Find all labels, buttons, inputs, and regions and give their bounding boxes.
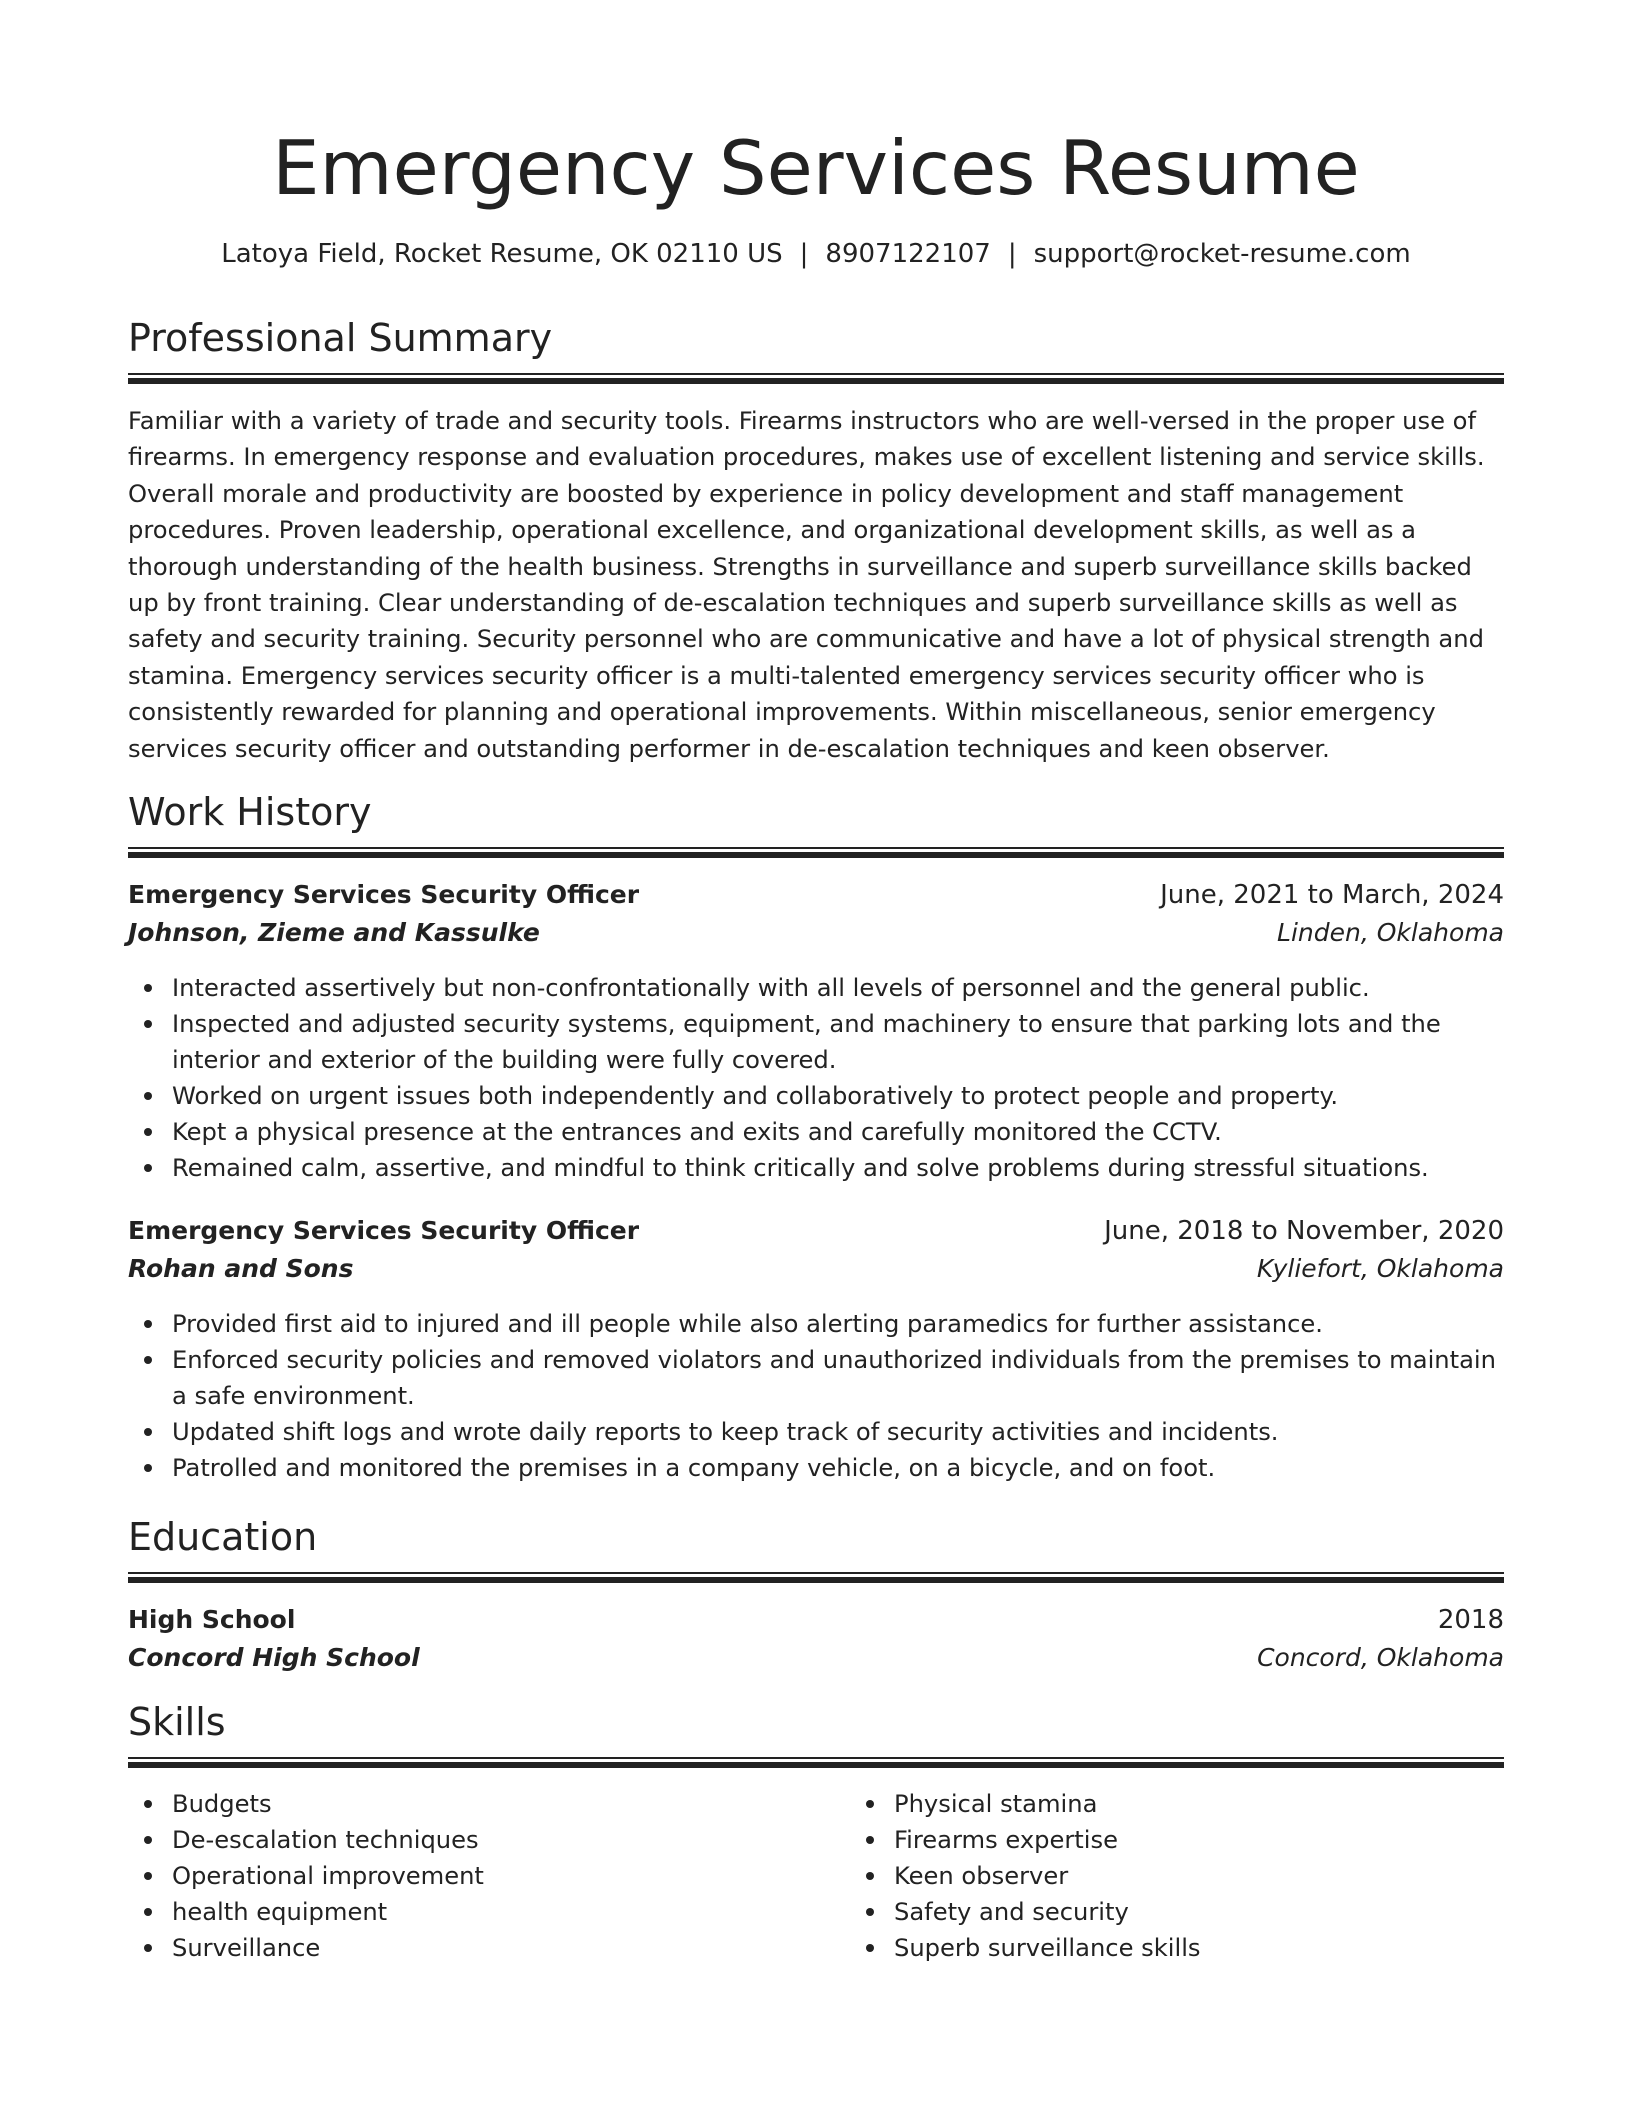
- education-location: Concord, Oklahoma: [1257, 1643, 1504, 1673]
- skill-item: Keen observer: [894, 1858, 1504, 1894]
- section-divider: [128, 1757, 1504, 1768]
- section-education: [128, 1514, 1504, 1677]
- job-bullet-list: [128, 1306, 1504, 1486]
- section-divider: [128, 847, 1504, 858]
- contact-separator: |: [1007, 239, 1017, 269]
- contact-line: [128, 237, 1504, 271]
- section-heading: Education: [128, 1515, 318, 1560]
- job-company: Johnson, Zieme and Kassulke: [128, 918, 540, 948]
- job-bullet-list: [128, 970, 1504, 1186]
- section-heading: Skills: [128, 1700, 226, 1745]
- contact-separator: |: [799, 239, 809, 269]
- skill-item: Firearms expertise: [894, 1822, 1504, 1858]
- job-dates: June, 2021 to March, 2024: [1160, 880, 1504, 911]
- skill-item: Physical stamina: [894, 1786, 1504, 1822]
- skill-item: De-escalation techniques: [172, 1822, 782, 1858]
- resume-page: [128, 0, 1504, 1966]
- skills-list-right: [850, 1786, 1504, 1966]
- section-divider: [128, 373, 1504, 384]
- job-header-row: [128, 1212, 1504, 1250]
- job-company: Rohan and Sons: [128, 1254, 354, 1284]
- job-bullet: Inspected and adjusted security systems, equipment, and machinery to ensure that parking lots and the interior and exterior of the building were fully covered.: [172, 1006, 1504, 1078]
- skill-item: Budgets: [172, 1786, 782, 1822]
- job-entry: [128, 876, 1504, 1186]
- job-bullet: Interacted assertively but non-confrontationally with all levels of personnel and the general public.: [172, 970, 1504, 1006]
- job-dates: June, 2018 to November, 2020: [1104, 1216, 1504, 1247]
- section-heading: Professional Summary: [128, 316, 553, 360]
- education-school: Concord High School: [128, 1643, 420, 1673]
- job-title: Emergency Services Security Officer: [128, 1216, 640, 1246]
- job-bullet: Enforced security policies and removed violators and unauthorized individuals from the premises to maintain a safe environment.: [172, 1342, 1504, 1414]
- section-heading: Work History: [128, 790, 372, 835]
- skills-list-left: [128, 1786, 782, 1966]
- skill-item: health equipment: [172, 1894, 782, 1930]
- job-bullet: Remained calm, assertive, and mindful to think critically and solve problems during stressful situations.: [172, 1150, 1504, 1186]
- contact-address: Latoya Field, Rocket Resume, OK 02110 US: [221, 239, 783, 269]
- education-year: 2018: [1437, 1605, 1504, 1636]
- skills-columns: [128, 1786, 1504, 1966]
- section-work-history: [128, 789, 1504, 1486]
- contact-phone: 8907122107: [825, 239, 991, 269]
- resume-title: Emergency Services Resume: [272, 124, 1360, 212]
- job-entry: [128, 1212, 1504, 1486]
- job-company-row: [128, 914, 1504, 952]
- education-header-row: [128, 1601, 1504, 1639]
- education-degree: High School: [128, 1605, 296, 1635]
- skill-item: Surveillance: [172, 1930, 782, 1966]
- skill-item: Safety and security: [894, 1894, 1504, 1930]
- job-location: Linden, Oklahoma: [1277, 918, 1504, 948]
- section-skills: [128, 1699, 1504, 1966]
- job-bullet: Kept a physical presence at the entrances and exits and carefully monitored the CCTV.: [172, 1114, 1504, 1150]
- section-divider: [128, 1572, 1504, 1583]
- job-bullet: Patrolled and monitored the premises in a company vehicle, on a bicycle, and on foot.: [172, 1450, 1504, 1486]
- contact-email: support@rocket-resume.com: [1033, 239, 1411, 269]
- skill-item: Operational improvement: [172, 1858, 782, 1894]
- job-bullet: Provided first aid to injured and ill people while also alerting paramedics for further assistance.: [172, 1306, 1504, 1342]
- education-school-row: [128, 1639, 1504, 1677]
- job-bullet: Updated shift logs and wrote daily reports to keep track of security activities and incidents.: [172, 1414, 1504, 1450]
- section-professional-summary: [128, 315, 1504, 767]
- job-location: Kyliefort, Oklahoma: [1256, 1254, 1504, 1284]
- education-entry: [128, 1601, 1504, 1677]
- skill-item: Superb surveillance skills: [894, 1930, 1504, 1966]
- job-bullet: Worked on urgent issues both independently and collaboratively to protect people and property.: [172, 1078, 1504, 1114]
- summary-text: Familiar with a variety of trade and security tools. Firearms instructors who are well-versed in the proper use of firearms. In emergency response and evaluation procedures, makes use of excellent listening and service skills. Overall morale and productivity are boosted by experience in policy development and staff management procedures. Proven leadership, operational excellence, and organizational development skills, as well as a thorough understanding of the health business. Strengths in surveillance and superb surveillance skills backed up by front training. Clear understanding of de-escalation techniques and superb surveillance skills as well as safety and security training. Security personnel who are communicative and have a lot of physical strength and stamina. Emergency services security officer is a multi-talented emergency services security officer who is consistently rewarded for planning and operational improvements. Within miscellaneous, senior emergency services security officer and outstanding performer in de-escalation techniques and keen observer.: [128, 407, 1485, 763]
- job-title: Emergency Services Security Officer: [128, 880, 640, 910]
- job-company-row: [128, 1250, 1504, 1288]
- job-header-row: [128, 876, 1504, 914]
